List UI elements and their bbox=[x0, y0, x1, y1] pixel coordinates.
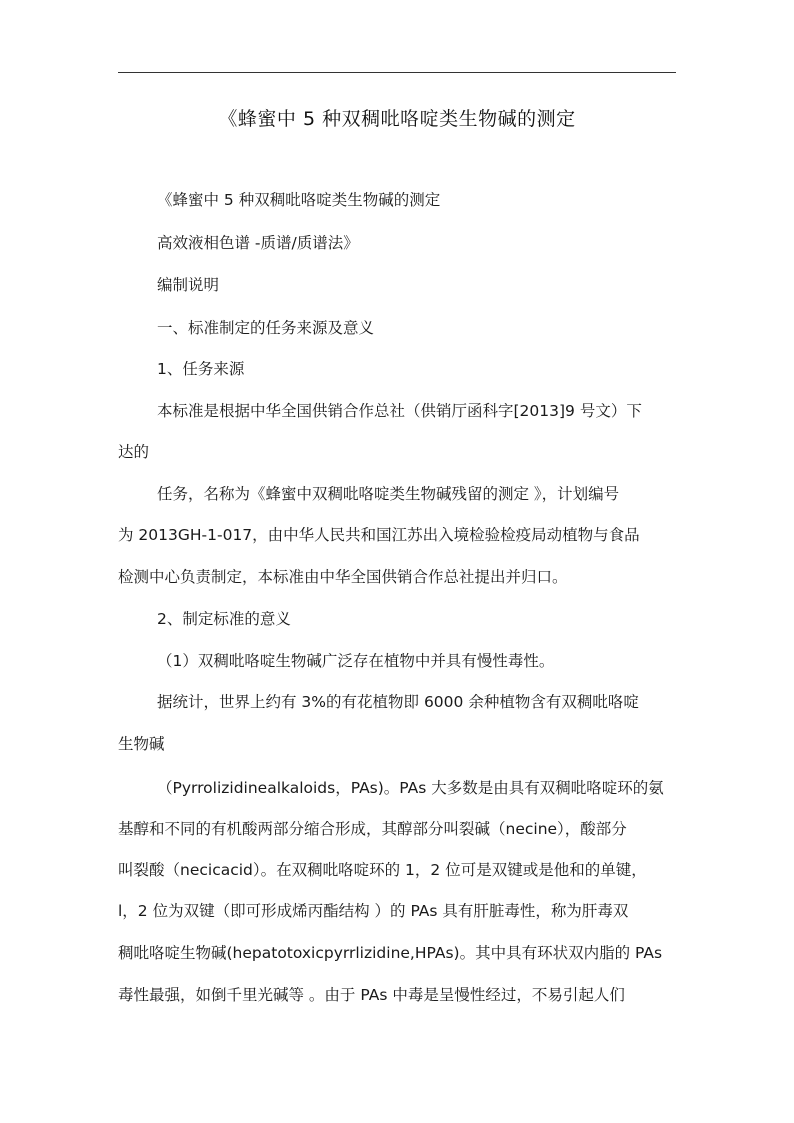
text-line: 毒性最强，如倒千里光碱等 。由于 PAs 中毒是呈慢性经过，不易引起人们 bbox=[118, 986, 625, 1004]
text-line: 基醇和不同的有机酸两部分缩合形成，其醇部分叫裂碱（necine），酸部分 bbox=[118, 820, 627, 838]
text-line: 叫裂酸（necicacid）。在双稠吡咯啶环的 1，2 位可是双键或是他和的单键， bbox=[118, 861, 647, 879]
text-line: l，2 位为双键（即可形成烯丙酯结构 ）的 PAs 具有肝脏毒性，称为肝毒双 bbox=[118, 902, 629, 920]
text-line: 任务，名称为《蜂蜜中双稠吡咯啶类生物碱残留的测定 》，计划编号 bbox=[157, 485, 620, 503]
text-line: 为 2013GH-1-017，由中华人民共和国江苏出入境检验检疫局动植物与食品 bbox=[118, 526, 640, 544]
document-title: 《蜂蜜中 5 种双稠吡咯啶类生物碱的测定 bbox=[218, 108, 576, 130]
text-line: （1）双稠吡咯啶生物碱广泛存在植物中并具有慢性毒性。 bbox=[157, 652, 555, 670]
subsection-heading: 1、任务来源 bbox=[157, 360, 245, 378]
text-line: 高效液相色谱 -质谱/质谱法》 bbox=[157, 234, 359, 252]
text-line: 检测中心负责制定，本标准由中华全国供销合作总社提出并归口。 bbox=[118, 568, 568, 586]
header-rule bbox=[118, 72, 676, 73]
text-line: 编制说明 bbox=[157, 276, 220, 294]
subsection-heading: 2、制定标准的意义 bbox=[157, 610, 291, 628]
text-line: 稠吡咯啶生物碱(hepatotoxicpyrrlizidine,HPAs)。其中具有环状双内脂的 PAs bbox=[118, 944, 663, 962]
text-line: 达的 bbox=[118, 443, 150, 461]
text-line: 《蜂蜜中 5 种双稠吡咯啶类生物碱的测定 bbox=[157, 191, 441, 209]
text-line: 据统计，世界上约有 3%的有花植物即 6000 余种植物含有双稠吡咯啶 bbox=[157, 693, 639, 711]
text-line: 本标准是根据中华全国供销合作总社（供销厅函科字[2013]9 号文）下 bbox=[157, 402, 642, 420]
text-line: （Pyrrolizidinealkaloids，PAs)。PAs 大多数是由具有双稠吡咯啶环的氨 bbox=[157, 779, 664, 797]
section-heading: 一、标准制定的任务来源及意义 bbox=[157, 319, 375, 337]
text-line: 生物碱 bbox=[118, 735, 165, 753]
